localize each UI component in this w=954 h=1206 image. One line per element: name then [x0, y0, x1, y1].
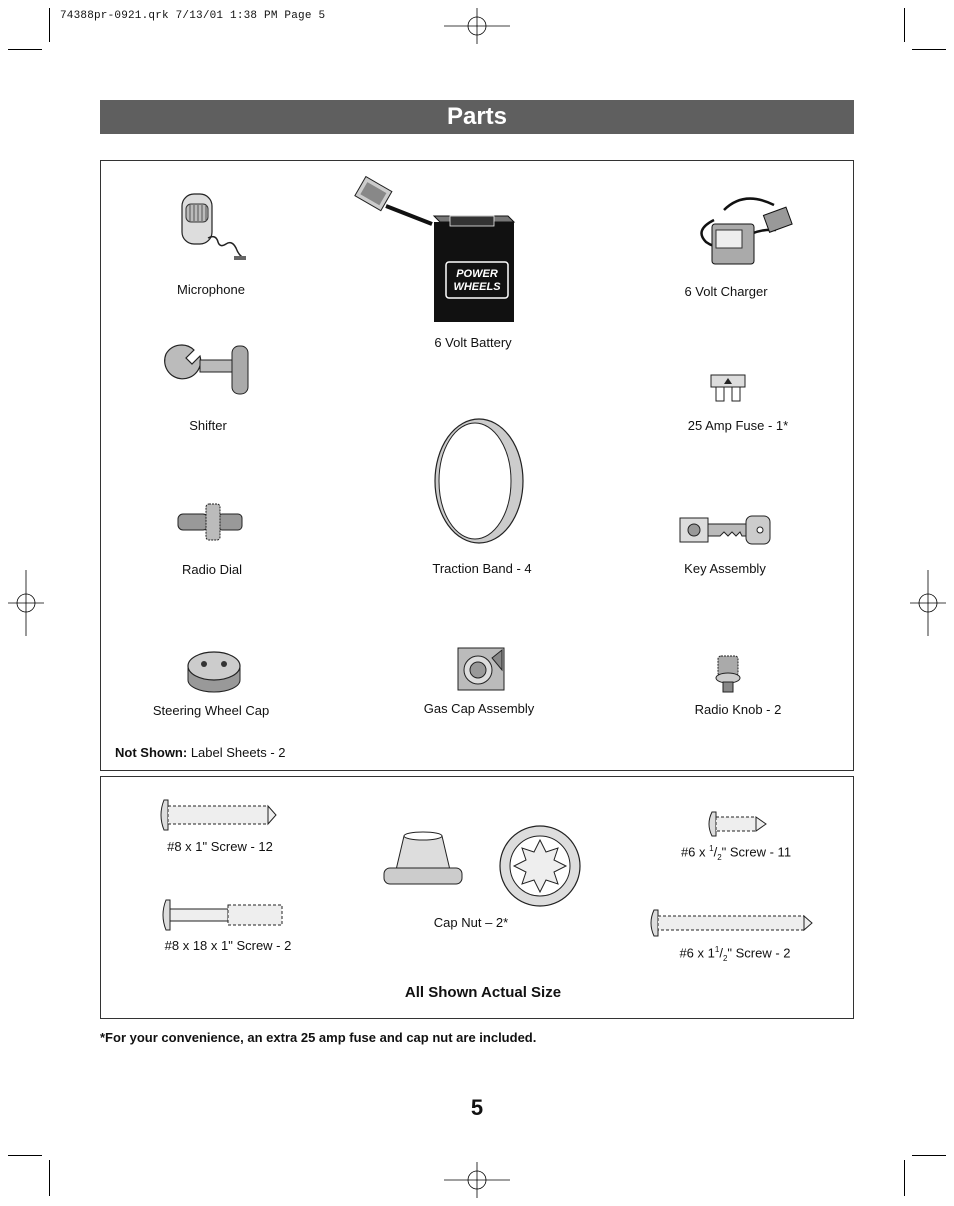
screw-6-half-suffix: " Screw - 11 [721, 844, 792, 860]
microphone-icon [176, 190, 256, 270]
steering-wheel-cap-icon [184, 648, 244, 696]
radio-knob-label: Radio Knob - 2 [694, 702, 782, 717]
fuse-icon [708, 372, 748, 404]
screw-6-1half-label: #6 x $1^1/_2$" Screw - 2 [679, 945, 791, 963]
not-shown-text: Label Sheets - 2 [187, 745, 286, 760]
printer-slug: 74388pr-0921.qrk 7/13/01 1:38 PM Page 5 [60, 10, 326, 22]
key-assembly-label: Key Assembly [684, 561, 766, 576]
battery-logo-line1: POWER [456, 268, 498, 280]
registration-mark-left [8, 570, 44, 636]
screw-6-1half-prefix: #6 x 1 [679, 945, 715, 961]
screw-6-1half-icon [648, 908, 814, 938]
radio-dial-label: Radio Dial [182, 562, 242, 577]
screw-6-half-prefix: #6 x [680, 844, 710, 860]
cap-nut-label: Cap Nut – 2* [433, 915, 509, 930]
steering-wheel-cap-label: Steering Wheel Cap [152, 703, 270, 718]
charger-icon [694, 190, 798, 270]
radio-knob-icon [712, 652, 744, 694]
traction-band-icon [432, 416, 526, 546]
screw-6-half-num: 1 [709, 844, 714, 853]
screw-8x18x1-icon [160, 898, 290, 932]
screw-8x1-icon [158, 798, 278, 832]
battery-icon [352, 176, 528, 326]
gas-cap-assembly-label: Gas Cap Assembly [423, 701, 535, 716]
cap-nut-ring-icon [498, 824, 582, 908]
screw-6-1half-den: 2 [722, 953, 728, 963]
charger-label: 6 Volt Charger [684, 284, 768, 299]
actual-size-caption: All Shown Actual Size [404, 984, 562, 1001]
key-assembly-icon [676, 510, 774, 550]
screw-8x18x1-label: #8 x 18 x 1" Screw - 2 [164, 938, 292, 953]
cap-nut-dome-icon [382, 830, 464, 888]
screw-6-half-label: #6 x $^1/_2$" Screw - 11 [680, 844, 792, 862]
not-shown-note [115, 745, 286, 760]
shifter-label: Shifter [189, 418, 227, 433]
screw-6-half-den: 2 [717, 852, 722, 862]
page-number: 5 [470, 1095, 484, 1120]
registration-mark-right [910, 570, 946, 636]
screw-6-1half-num: 1 [714, 945, 720, 954]
screw-8x1-label: #8 x 1" Screw - 12 [167, 839, 273, 854]
battery-logo-line2: WHEELS [453, 281, 501, 293]
shifter-icon [162, 344, 252, 400]
traction-band-label: Traction Band - 4 [432, 561, 532, 576]
registration-mark-bottom [444, 1162, 510, 1198]
page-title: Parts [100, 100, 854, 134]
microphone-label: Microphone [177, 282, 245, 297]
screw-6-1half-suffix: " Screw - 2 [727, 945, 791, 961]
screw-6-half-icon [706, 810, 768, 838]
battery-label: 6 Volt Battery [434, 335, 512, 350]
registration-mark-top [444, 8, 510, 44]
not-shown-label: Not Shown: [115, 745, 188, 760]
gas-cap-assembly-icon [454, 646, 510, 692]
fuse-label: 25 Amp Fuse - 1* [687, 418, 789, 433]
radio-dial-icon [174, 498, 246, 546]
footnote: *For your convenience, an extra 25 amp fuse and cap nut are included. [100, 1030, 537, 1045]
